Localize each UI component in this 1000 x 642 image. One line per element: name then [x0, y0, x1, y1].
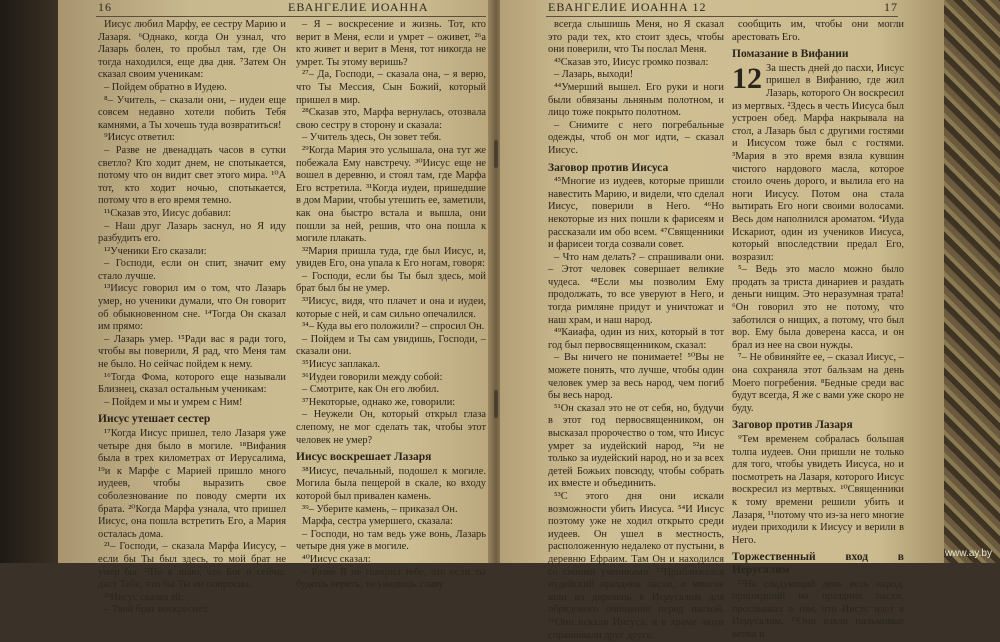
background-right-carpet [942, 0, 1000, 563]
verse-paragraph: ²³Иисус сказал ей: [104, 591, 184, 603]
verse-paragraph: – Смотрите, как Он его любил. [302, 384, 439, 396]
left-page-number: 16 [98, 0, 112, 14]
left-head-rule [96, 16, 486, 17]
right-head-rule [546, 16, 898, 17]
verse-paragraph: ⁵¹Он сказал это не от себя, но, будучи в этот год первосвященником, он высказал пророчество о том, что Иисус умрет за иудейский народ, ⁵²и не только за иудейский народ, но и за всех детей Божьих повсюду, чтобы собрать их вместе и объединить. [548, 402, 724, 490]
section-heading: Помазание в Вифании [732, 48, 849, 61]
verse-paragraph: – Пойдем обратно в Иудею. [104, 81, 227, 93]
verse-paragraph: – Пойдем и мы и умрем с Ним! [104, 396, 243, 408]
verse-paragraph: ³⁶Иудеи говорили между собой: [302, 371, 443, 383]
right-page [500, 0, 944, 641]
verse-paragraph: ²⁹Когда Мария это услышала, она тут же побежала Ему навстречу. ³⁰Иисус еще не вошел в деревню, и стоял там, где Марфа Его встретила. ³¹Когда иудеи, пришедшие в дом Марии, чтобы утешить ее, заметили, как она быстро встала и вышла, они пошли за ней, решив, что она пошла к могиле плакать. [296, 144, 486, 245]
verse-paragraph: – Пойдем и Ты сам увидишь, Господи, – сказали они. [296, 333, 486, 358]
verse-paragraph: ²¹– Господи, – сказала Марфа Иисусу, – если бы Ты был здесь, то мой брат не умер бы. ²²Но я знаю, что Бог и сейчас даст Тебе, что бы Ты ни попросил. [98, 541, 286, 591]
verse-paragraph: ²⁸Сказав это, Марфа вернулась, отозвала свою сестру в сторону и сказала: [296, 107, 486, 131]
verse-paragraph: ¹⁷Когда Иисус пришел, тело Лазаря уже четыре дня было в могиле. ¹⁸Вифания была в трех километрах от Иерусалима, ¹⁹и к Марфе с Марией пришло много иудеев, чтобы выразить свое соболезнование по поводу смерти их брата. ²⁰Когда Марфа узнала, что пришел Иисус, она пошла встретить Его, а Мария осталась дома. [98, 428, 286, 540]
left-running-head: ЕВАНГЕЛИЕ ИОАННА [288, 0, 429, 14]
background-left [0, 0, 60, 563]
verse-paragraph: ³³Иисус, видя, что плачет и она и иудеи, которые с ней, и сам сильно опечалился. [296, 296, 486, 320]
verse-paragraph: – Снимите с него погребальные одежды, чтоб он мог идти, – сказал Иисус. [548, 119, 724, 156]
verse-paragraph: ¹³Иисус говорил им о том, что Лазарь умер, но ученики думали, что Он говорит об обыкновенном сне. ¹⁴Тогда Он сказал им прямо: [98, 283, 286, 333]
verse-paragraph: – Господи, если бы Ты был здесь, мой брат был бы не умер. [296, 270, 486, 295]
verse-paragraph: ³⁸Иисус, печальный, подошел к могиле. Могила была пещерой в скале, ко входу которой был привален камень. [296, 465, 486, 502]
verse-paragraph: – Лазарь, выходи! [554, 69, 634, 81]
verse-paragraph: – Наш друг Лазарь заснул, но Я иду разбудить его. [98, 220, 286, 245]
chapter-number: 12 [732, 61, 762, 95]
verse-paragraph: сообщить им, чтобы они могли арестовать Его. [732, 19, 904, 43]
verse-paragraph: ⁴⁹Каиафа, один из них, который в тот год был первосвященником, сказал: [548, 327, 724, 351]
verse-paragraph: ⁸– Учитель, – сказали они, – иудеи еще совсем недавно хотели побить Тебя камнями, а Ты хочешь туда возвратиться! [98, 94, 286, 131]
verse-paragraph: ⁴³Сказав это, Иисус громко позвал: [554, 56, 709, 68]
left-page-column-2 [296, 19, 486, 592]
verse-paragraph: – Вы ничего не понимаете! ⁵⁰Вы не можете понять, что лучше, чтобы один человек умер за весь народ, чем погиб бы весь народ. [548, 352, 724, 402]
verse-paragraph: Марфа, сестра умершего, сказала: [302, 516, 453, 528]
right-page-column-1 [548, 19, 724, 642]
section-heading: Заговор против Иисуса [548, 161, 669, 174]
verse-paragraph: – Твой брат воскреснет. [104, 604, 209, 616]
verse-paragraph: ³⁵Иисус заплакал. [302, 359, 380, 371]
left-page [58, 0, 494, 616]
verse-paragraph: ⁴⁴Умерший вышел. Его руки и ноги были обвязаны льняным полотном, и лицо тоже покрыто полотном. [548, 81, 724, 119]
verse-paragraph: ⁵– Ведь это масло можно было продать за триста динариев и раздать деньги нищим. Это неразумная трата! ⁶Он говорил это не потому, что заботился о нищих, а потому, что был вор. Ему была доверена касса, и он брал из нее на свои нужды. [732, 264, 904, 351]
verse-paragraph: ³⁷Некоторые, однако же, говорили: [302, 396, 456, 408]
verse-paragraph: – Разве Я не говорил тебе, что если ты будешь верить, то увидишь славу [296, 566, 486, 591]
verse-paragraph: всегда слышишь Меня, но Я сказал это ради тех, кто стоит здесь, чтобы они поверили, что Ты послал Меня. [548, 19, 724, 56]
verse-paragraph: ⁹Иисус ответил: [104, 132, 175, 144]
right-page-number: 17 [884, 0, 898, 14]
chapter-text: За шесть дней до пасхи, Иисус пришел в Вифанию, где жил Лазарь, которого Он воскресил из мертвых. ²Здесь в честь Иисуса был устроен обед. Марфа накрывала на стол, а Лазарь был с другими гостями и Иисусом тоже был с гостями. ³Мария в это время взяла кувшин чистого нардового масла, которое стоило очень дорого, и вылила его на ноги Иисусу. Потом она стала вытирать Его ноги своими волосами. Весь дом наполнился ароматом. ⁴Иуда Искариот, один из учеников Иисуса, который впоследствии предал Его, возразил: [732, 62, 904, 263]
verse-paragraph: ¹⁶Тогда Фома, которого еще называли Близнец, сказал остальным ученикам: [98, 371, 286, 396]
verse-paragraph: ¹²Ученики Его сказали: [104, 245, 207, 257]
verse-paragraph: ³²Мария пришла туда, где был Иисус, и, увидев Его, она упала к Его ногам, говоря: [296, 245, 486, 270]
binding-stitch [494, 140, 498, 168]
verse-paragraph: ⁴⁵Многие из иудеев, которые пришли навестить Марию, и видели, что сделал Иисус, поверили в Него. ⁴⁶Но некоторые из них пошли к фарисеям и рассказали им обо всем. ⁴⁷Священники и фарисеи тогда созвали совет. [548, 176, 724, 251]
section-heading: Иисус утешает сестер [98, 413, 211, 426]
verse-paragraph: ⁴⁰Иисус сказал: [302, 553, 371, 565]
left-page-column-1 [98, 19, 286, 617]
section-heading: Иисус воскрешает Лазаря [296, 451, 432, 464]
verse-paragraph: – Лазарь умер. ¹⁵Ради вас я ради того, чтобы вы поверили, Я рад, что Меня там не было. Но сейчас пойдем к нему. [98, 333, 286, 371]
verse-paragraph: ⁵³С этого дня они искали возможности убить Иисуса. ⁵⁴И Иисус поэтому уже не ходил открыто среди иудеев. Он ушел в местность, расположенную недалеко от пустыни, в деревню Ефраим. Там Он и находился со своими учениками. ⁵⁵Приближался иудейский праздник пасхи, и многие шли из деревень в Иерусалим для обрядового очищения перед пасхой. ⁵⁶Они искали Иисуса, и в храме люди спрашивали друг друга: [548, 490, 724, 641]
verse-paragraph: – Разве не двенадцать часов в сутки светло? Кто ходит днем, не спотыкается, потому что он видит свет этого мира. ¹⁰А тот, кто ходит ночью, спотыкается, потому что в его время темно. [98, 144, 286, 207]
watermark: www.ay.by [944, 548, 992, 559]
verse-paragraph: ⁷– Не обвиняйте ее, – сказал Иисус, – она сохраняла этот бальзам на день Моего погребения. ⁸Бедные среди вас будут всегда, Я же с вами уже скоро не буду. [732, 352, 904, 414]
verse-paragraph: ⁹Тем временем собралась большая толпа иудеев. Они пришли не только для того, чтобы увидеть Иисуса, но и посмотреть на Лазаря, которого Иисус воскресил из мертвых. ¹⁰Священники к тому времени решили убить и Лазаря, ¹¹потому что из-за него многие иудеи приходили к Иисусу и верили в Него. [732, 434, 904, 546]
verse-paragraph: – Учитель здесь, Он зовет тебя. [302, 132, 442, 144]
verse-paragraph: ³⁹– Уберите камень, – приказал Он. [302, 503, 458, 515]
verse-paragraph: – Господи, но там ведь уже вонь, Лазарь четыре дня уже в могиле. [296, 528, 486, 553]
verse-paragraph: ²⁷– Да, Господи, – сказала она, – я верю, что Ты Мессия, Сын Божий, который пришел в мир. [296, 69, 486, 106]
verse-paragraph: – Что нам делать? – спрашивали они. – Этот человек совершает великие чудеса. ⁴⁸Если мы позволим Ему продолжать, то все уверуют в Него, и тогда римляне придут и уничтожат и наш храм, и наш народ. [548, 251, 724, 326]
verse-paragraph: – Я – воскресение и жизнь. Тот, кто верит в Меня, если и умрет – оживет, ²⁶а кто живет и верит в Меня, тот никогда не умрет. Ты этому веришь? [296, 19, 486, 68]
verse-paragraph: Иисус любил Марфу, ее сестру Марию и Лазаря. ⁶Однако, когда Он узнал, что Лазарь болен, то пробыл там, где Он тогда находился, еще два дня. ⁷Затем Он сказал своим ученикам: [98, 19, 286, 81]
right-running-head: ЕВАНГЕЛИЕ ИОАННА 12 [548, 0, 707, 14]
section-heading: Торжественный вход в Иерусалим [732, 551, 904, 576]
section-heading: Заговор против Лазаря [732, 419, 853, 432]
verse-paragraph: ¹¹Сказав это, Иисус добавил: [104, 207, 232, 219]
chapter-paragraph [732, 63, 904, 265]
verse-paragraph: ¹²На следующий день весь народ, пришедший на праздник пасхи, прослышал о том, что Иисус идет в Иерусалим. ¹³Они взяли пальмовые ветви и [732, 578, 904, 640]
right-page-column-2 [732, 19, 904, 642]
verse-paragraph: – Господи, если он спит, значит ему стало лучше. [98, 258, 286, 282]
binding-stitch [494, 390, 498, 418]
verse-paragraph: ³⁴– Куда вы его положили? – спросил Он. [302, 321, 485, 333]
verse-paragraph: – Неужели Он, который открыл глаза слепому, не мог сделать так, чтобы этот человек не умер? [296, 409, 486, 446]
